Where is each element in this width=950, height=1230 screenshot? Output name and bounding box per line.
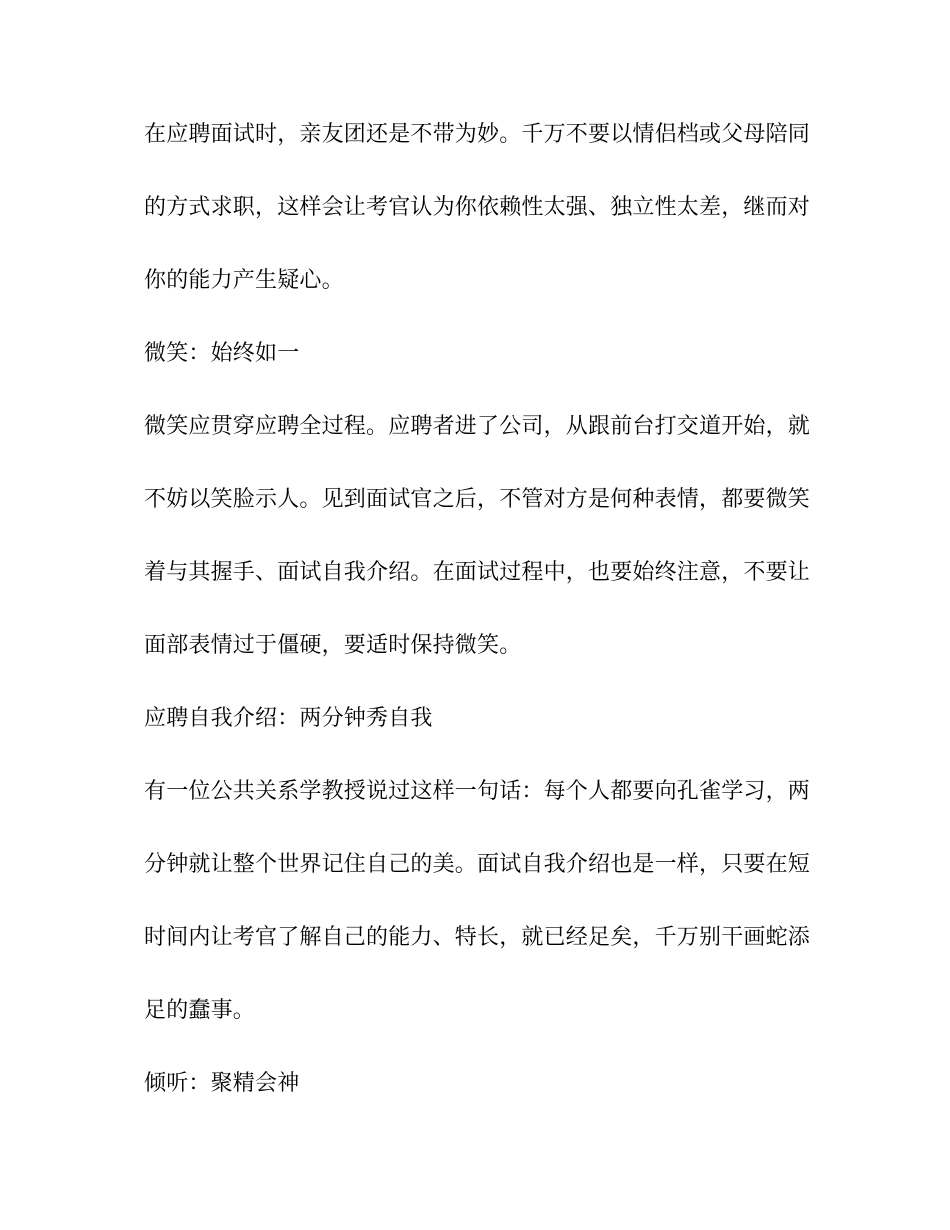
paragraph-line: 不妨以笑脸示人。见到面试官之后，不管对方是何种表情，都要微笑 <box>144 487 811 512</box>
section-heading-listening: 倾听：聚精会神 <box>144 1071 300 1096</box>
paragraph-line: 你的能力产生疑心。 <box>144 268 344 293</box>
paragraph-line: 面部表情过于僵硬，要适时保持微笑。 <box>144 633 522 658</box>
document-body <box>144 122 811 1144</box>
section-heading-self-introduction: 应聘自我介绍：两分钟秀自我 <box>144 706 433 731</box>
paragraph-line: 有一位公共关系学教授说过这样一句话：每个人都要向孔雀学习，两 <box>144 779 811 804</box>
paragraph-line: 分钟就让整个世界记住自己的美。面试自我介绍也是一样，只要在短 <box>144 852 811 877</box>
section-heading-smile: 微笑：始终如一 <box>144 341 300 366</box>
paragraph-line: 足的蠢事。 <box>144 998 256 1023</box>
paragraph-line: 时间内让考官了解自己的能力、特长，就已经足矣，千万别干画蛇添 <box>144 925 811 950</box>
paragraph-line: 的方式求职，这样会让考官认为你依赖性太强、独立性太差，继而对 <box>144 195 811 220</box>
paragraph-line: 在应聘面试时，亲友团还是不带为妙。千万不要以情侣档或父母陪同 <box>144 122 811 147</box>
paragraph-line: 着与其握手、面试自我介绍。在面试过程中，也要始终注意，不要让 <box>144 560 811 585</box>
paragraph-line: 微笑应贯穿应聘全过程。应聘者进了公司，从跟前台打交道开始，就 <box>144 414 811 439</box>
